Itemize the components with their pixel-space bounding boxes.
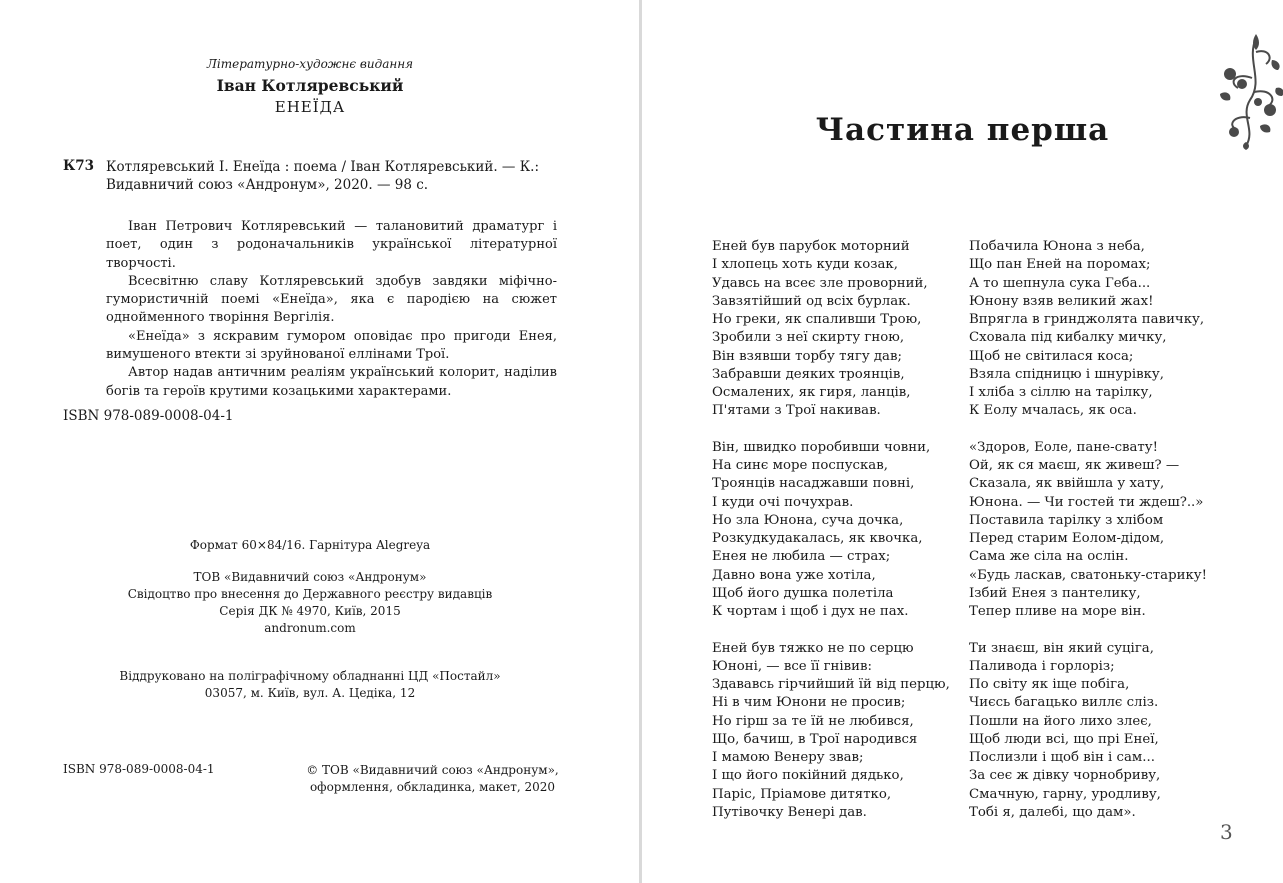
- verse-line: І хліба з сіллю на тарілку,: [969, 385, 1153, 400]
- publisher-line: Серія ДК № 4970, Київ, 2015: [219, 604, 401, 618]
- verse-line: За сеє ж дівку чорнобриву,: [969, 768, 1161, 784]
- verse-line: Зробили з неї скирту гною,: [712, 330, 905, 346]
- verse-line: Ізбий Енея з пантелику,: [969, 585, 1141, 601]
- annotation-paragraph: Всесвітню славу Котляревський здобув завдяки міфічно-гумористичній поемі «Енеїда», яка є пародією на сюжет однойменного творіння Вергілія.: [106, 273, 557, 326]
- verse-line: Ти знаєш, він який суціга,: [969, 640, 1154, 656]
- verse-line: Пошли на його лихо злеє,: [969, 713, 1152, 729]
- publisher-line: Свідоцтво про внесення до Державного реєстру видавців: [127, 587, 493, 601]
- verse-line: Юнона. — Чи гостей ти ждеш?..»: [969, 494, 1204, 510]
- verse-line: Еней був парубок моторний: [712, 239, 910, 254]
- verse-line: П'ятами з Трої накивав.: [712, 403, 881, 419]
- verse-line: На синє море поспускав,: [712, 458, 888, 473]
- verse-line: Давно вона уже хотіла,: [712, 567, 876, 583]
- verse-line: Здававсь гірчийший їй від перцю,: [712, 677, 950, 692]
- edition-type: Літературно-художнє видання: [206, 57, 414, 71]
- verse-line: Юноні, — все її гнівив:: [712, 658, 872, 674]
- verse-line: Ні в чим Юнони не просив;: [712, 695, 906, 711]
- verse-line: Юнону взяв великий жах!: [969, 293, 1154, 309]
- verse-line: І що його покійний дядько,: [712, 768, 904, 784]
- verse-line: Перед старим Еолом-дідом,: [969, 531, 1165, 546]
- verse-line: По світу як іще побіга,: [969, 677, 1130, 692]
- verse-line: «Будь ласкав, сватоньку-старику!: [969, 567, 1207, 583]
- verse-line: Ой, як ся маєш, як живеш? —: [969, 458, 1180, 473]
- verse-line: Щоб його душка полетіла: [712, 585, 894, 601]
- copyright-line: оформлення, обкладинка, макет, 2020: [309, 780, 556, 794]
- format-info: [60, 537, 560, 554]
- verse-line: І хлопець хоть куди козак,: [712, 257, 898, 273]
- verse-line: Тобі я, далебі, що дам».: [969, 804, 1136, 820]
- stanza: [712, 238, 962, 421]
- verse-line: Тепер пливе на море він.: [969, 604, 1146, 619]
- verse-line: Троянців насаджавши повні,: [712, 476, 915, 492]
- verse-line: І куди очі почухрав.: [712, 494, 854, 510]
- page-number: 3: [1220, 820, 1233, 844]
- stanza: [969, 439, 1259, 622]
- verse-line: Щоб не світилася коса;: [969, 348, 1134, 364]
- verse-line: Сама же сіла на ослін.: [969, 549, 1129, 565]
- catalog-code: К73: [63, 158, 95, 174]
- verse-line: Побачила Юнона з неба,: [969, 239, 1145, 254]
- annotation-paragraph: Іван Петрович Котляревський — талановитий драматург і поет, один з родоначальників української літературної творчості.: [106, 219, 557, 271]
- verse-line: Завзятійший од всіх бурлак.: [712, 293, 911, 309]
- chapter-title: Частина перша: [815, 112, 1110, 148]
- book-author: Іван Котляревський: [216, 76, 404, 95]
- publisher-website: andronum.com: [264, 621, 356, 635]
- catalog-line-2: Видавничий союз «Андронум», 2020. — 98 с.: [106, 177, 429, 193]
- verse-line: Що пан Еней на поромах;: [969, 257, 1151, 273]
- verse-line: Но греки, як спаливши Трою,: [712, 312, 922, 327]
- verse-line: Но зла Юнона, суча дочка,: [712, 512, 904, 528]
- verse-line: Послизли і щоб він і сам...: [969, 750, 1155, 765]
- verse-line: К Еолу мчалась, як оса.: [969, 403, 1137, 419]
- verse-line: Но гірш за те їй не любився,: [712, 713, 914, 729]
- poem-column-right: [969, 238, 1259, 840]
- publisher-info: [60, 569, 560, 637]
- verse-line: Що, бачиш, в Трої народився: [712, 731, 918, 747]
- copyright-line: © ТОВ «Видавничий союз «Андронум»,: [306, 763, 559, 777]
- stanza: [969, 238, 1259, 421]
- verse-line: Сказала, як ввійшла у хату,: [969, 476, 1165, 492]
- annotation-paragraph: Автор надав античним реаліям український колорит, наділив богів та героїв крутими козацькими характерами.: [106, 365, 557, 399]
- verse-line: Паливода і горлоріз;: [969, 658, 1115, 674]
- verse-line: Він, швидко поробивши човни,: [712, 439, 931, 455]
- copyright: [290, 762, 575, 796]
- verse-line: Забравши деяких троянців,: [712, 366, 905, 382]
- stanza: [712, 439, 962, 622]
- verse-line: Сховала під кибалку мичку,: [969, 330, 1167, 346]
- catalog-entry: [106, 158, 556, 194]
- format-line: Формат 60×84/16. Гарнітура Alegreya: [189, 538, 431, 552]
- verse-line: Він взявши торбу тягу дав;: [712, 348, 902, 364]
- left-page: [0, 0, 639, 883]
- verse-line: Удавсь на всеє зле проворний,: [712, 275, 928, 291]
- catalog-line-1: Котляревський І. Енеїда : поема / Іван Котляревський. — К.:: [106, 159, 540, 175]
- stanza: [712, 640, 962, 823]
- verse-line: Впрягла в гринджолята павичку,: [969, 312, 1205, 327]
- verse-line: Розкудкудакалась, як квочка,: [712, 531, 923, 546]
- verse-line: Еней був тяжко не по серцю: [712, 640, 914, 656]
- printer-info: [60, 668, 560, 702]
- printer-line: 03057, м. Київ, вул. А. Цедіка, 12: [204, 686, 416, 700]
- publisher-line: ТОВ «Видавничий союз «Андронум»: [193, 570, 427, 584]
- verse-line: А то шепнула сука Геба...: [969, 275, 1151, 291]
- poem-column-left: [712, 238, 962, 840]
- verse-line: «Здоров, Еоле, пане-свату!: [969, 439, 1158, 455]
- verse-line: Осмалених, як гиря, ланців,: [712, 385, 911, 400]
- verse-line: Смачную, гарну, уродливу,: [969, 786, 1161, 802]
- verse-line: Путівочку Венері дав.: [712, 804, 867, 820]
- verse-line: Чиєсь багацько виллє сліз.: [969, 695, 1159, 711]
- verse-line: Поставила тарілку з хлібом: [969, 512, 1164, 528]
- annotation-paragraph: «Енеїда» з яскравим гумором оповідає про пригоди Енея, вимушеного втекти зі зруйнованої еллінами Трої.: [106, 328, 557, 363]
- verse-line: Взяла спідницю і шнурівку,: [969, 366, 1164, 382]
- verse-line: Паріс, Пріамове дитятко,: [712, 786, 892, 802]
- isbn-footer: ISBN 978-089-0008-04-1: [63, 762, 215, 776]
- verse-line: Енея не любила — страх;: [712, 549, 891, 565]
- isbn: ISBN 978-089-0008-04-1: [63, 408, 234, 424]
- annotation: [106, 218, 557, 401]
- verse-line: К чортам і щоб і дух не пах.: [712, 604, 909, 619]
- printer-line: Віддруковано на поліграфічному обладнанні ЦД «Постайл»: [119, 669, 501, 683]
- right-page: [642, 0, 1283, 883]
- verse-line: Щоб люди всі, що прі Енеї,: [969, 731, 1159, 747]
- verse-line: І мамою Венеру звав;: [712, 750, 864, 765]
- book-title: ЕНЕЇДА: [274, 98, 346, 116]
- stanza: [969, 640, 1259, 823]
